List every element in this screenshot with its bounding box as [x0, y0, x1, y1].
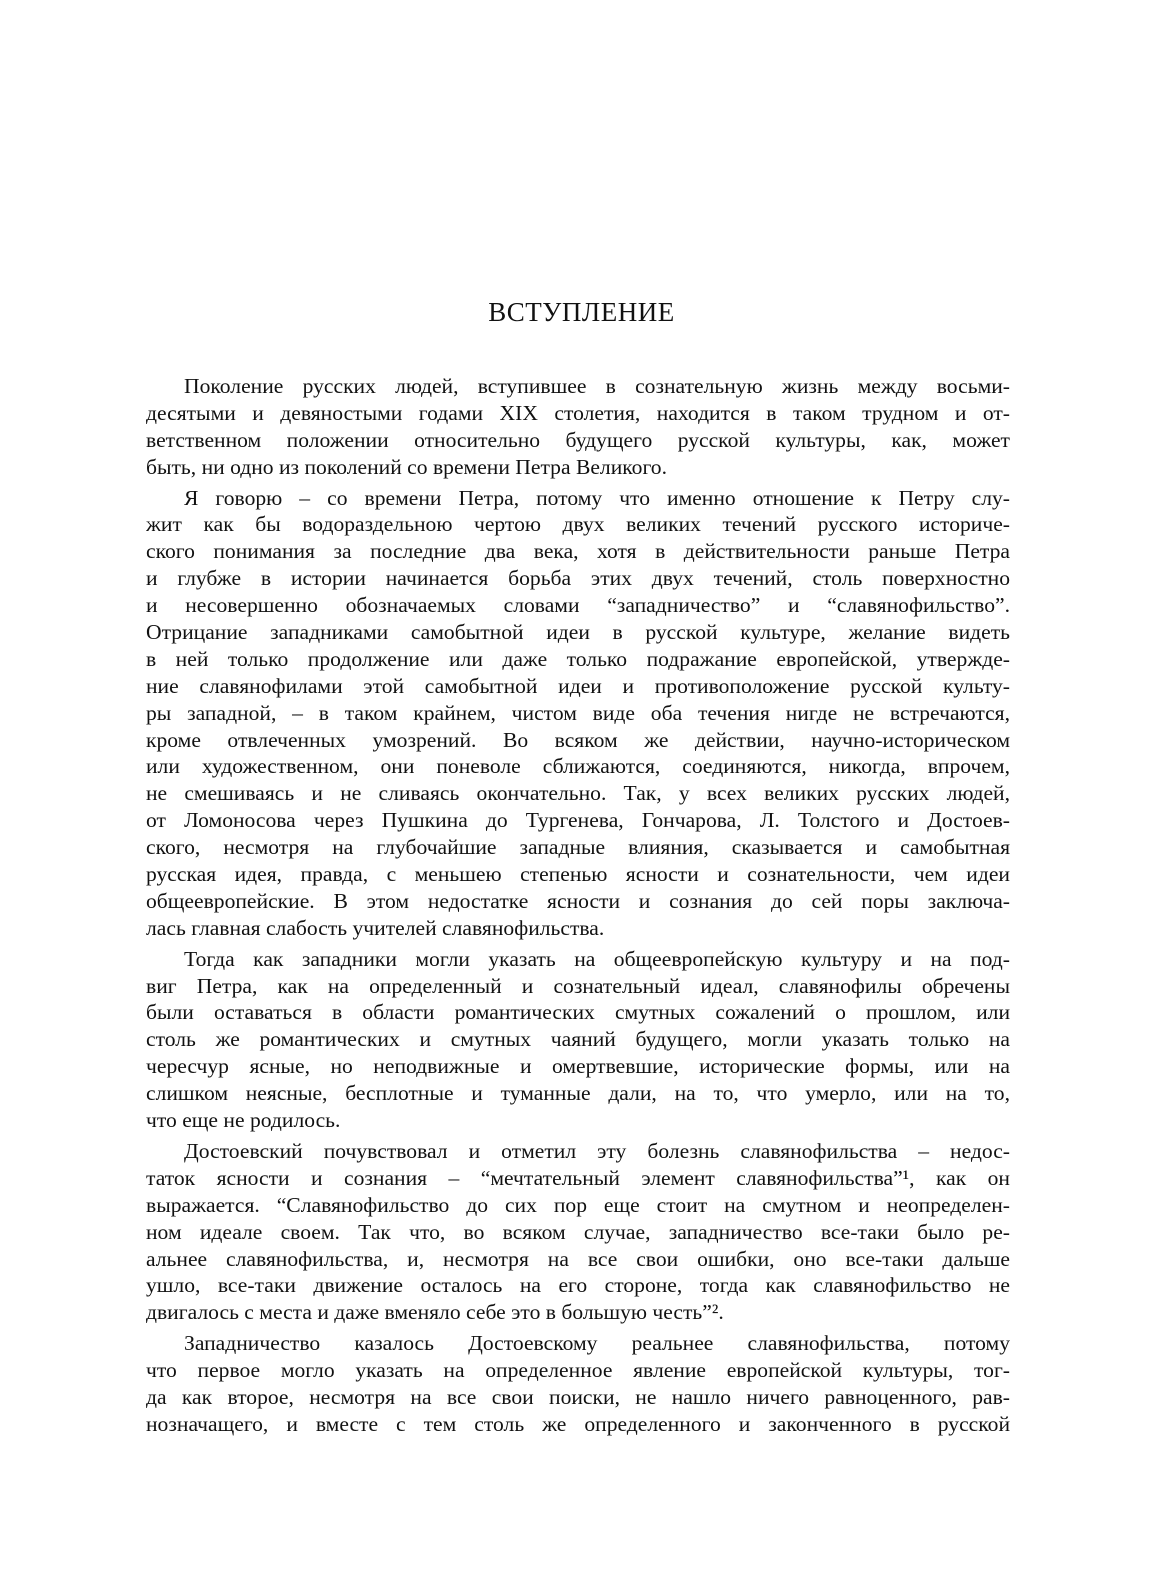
- text-line: что первое могло указать на определенное явление европейской культуры, тог-: [146, 1358, 1010, 1383]
- text-line: русская идея, правда, с меньшею степенью ясности и сознательности, чем идеи: [146, 862, 1010, 887]
- body-text: [146, 373, 1010, 1438]
- text-line: слишком неясные, бесплотные и туманные дали, на то, что умерло, или на то,: [146, 1081, 1010, 1106]
- text-line: нозначащего, и вместе с тем столь же определенного и законченного в русской: [146, 1411, 1010, 1436]
- text-line: Достоевский почувствовал и отметил эту болезнь славянофильства – недос-: [184, 1138, 1010, 1163]
- page-title: ВСТУПЛЕНИЕ: [488, 297, 675, 327]
- text-line: не смешиваясь и не сливаясь окончательно. Так, у всех великих русских людей,: [146, 781, 1010, 806]
- text-line: кроме отвлеченных умозрений. Во всяком же действии, научно-историческом: [146, 727, 1010, 752]
- text-line: Поколение русских людей, вступившее в сознательную жизнь между восьми-: [184, 374, 1010, 398]
- text-line: столь же романтических и смутных чаяний будущего, могли указать только на: [146, 1027, 1010, 1052]
- text-line: и глубже в истории начинается борьба этих двух течений, столь поверхностно: [146, 566, 1010, 591]
- text-line: ветственном положении относительно будущего русской культуры, как, может: [146, 427, 1010, 452]
- text-line: таток ясности и сознания – “мечтательный элемент славянофильства”¹, как он: [146, 1165, 1010, 1190]
- text-line: ном идеале своем. Так что, во всяком случае, западничество все-таки было ре-: [146, 1219, 1010, 1244]
- text-line: выражается. “Славянофильство до сих пор еще стоит на смутном и неопределен-: [146, 1192, 1010, 1217]
- text-line: от Ломоносова через Пушкина до Тургенева, Гончарова, Л. Толстого и Достоев-: [146, 808, 1010, 833]
- text-line: лась главная слабость учителей славянофильства.: [146, 915, 605, 940]
- text-line: Тогда как западники могли указать на общеевропейскую культуру и на под-: [184, 946, 1010, 971]
- paragraph-4: [146, 1138, 1010, 1326]
- text-line: ушло, все-таки движение осталось на его стороне, тогда как славянофильство не: [146, 1273, 1010, 1298]
- text-line: жит как бы водораздельною чертою двух великих течений русского историче-: [146, 512, 1010, 537]
- text-line: Отрицание западниками самобытной идеи в русской культуре, желание видеть: [146, 620, 1010, 645]
- text-line: и несовершенно обозначаемых словами “западничество” и “славянофильство”.: [146, 593, 1010, 618]
- text-line: в ней только продолжение или даже только подражание европейской, утвержде-: [146, 646, 1010, 671]
- text-line: да как второе, несмотря на все свои поиски, не нашло ничего равноценного, рав-: [146, 1384, 1010, 1409]
- text-line: Западничество казалось Достоевскому реальнее славянофильства, потому: [184, 1331, 1010, 1356]
- text-line: ского понимания за последние два века, хотя в действительности раньше Петра: [146, 539, 1010, 564]
- text-line: десятыми и девяностыми годами XIX столетия, находится в таком трудном и от-: [146, 400, 1010, 425]
- text-line: ние славянофилами этой самобытной идеи и противоположение русской культу-: [146, 673, 1010, 698]
- text-line: или художественном, они поневоле сближаются, соединяются, никогда, впрочем,: [146, 754, 1010, 779]
- text-line: чересчур ясные, но неподвижные и омертвевшие, исторические формы, или на: [146, 1054, 1010, 1079]
- text-line: ского, несмотря на глубочайшие западные влияния, сказывается и самобытная: [146, 835, 1010, 860]
- text-line: Я говорю – со времени Петра, потому что именно отношение к Петру слу-: [184, 485, 1010, 510]
- text-line: быть, ни одно из поколений со времени Петра Великого.: [146, 454, 667, 479]
- text-line: общеевропейские. В этом недостатке ясности и сознания до сей поры заключа-: [146, 888, 1010, 913]
- text-line: ры западной, – в таком крайнем, чистом виде оба течения нигде не встречаются,: [146, 700, 1010, 725]
- text-line: виг Петра, как на определенный и сознательный идеал, славянофилы обречены: [146, 973, 1010, 998]
- paragraph-3: [146, 946, 1010, 1134]
- paragraph-2: [146, 485, 1010, 942]
- text-line: что еще не родилось.: [146, 1108, 341, 1133]
- text-line: альнее славянофильства, и, несмотря на все свои ошибки, оно все-таки дальше: [146, 1246, 1010, 1271]
- paragraph-1: [146, 373, 1010, 481]
- paragraph-5: [146, 1330, 1010, 1438]
- text-line: двигалось с места и даже вменяло себе это в большую честь”².: [146, 1300, 724, 1325]
- text-line: были оставаться в области романтических смутных сожалений о прошлом, или: [146, 1000, 1010, 1025]
